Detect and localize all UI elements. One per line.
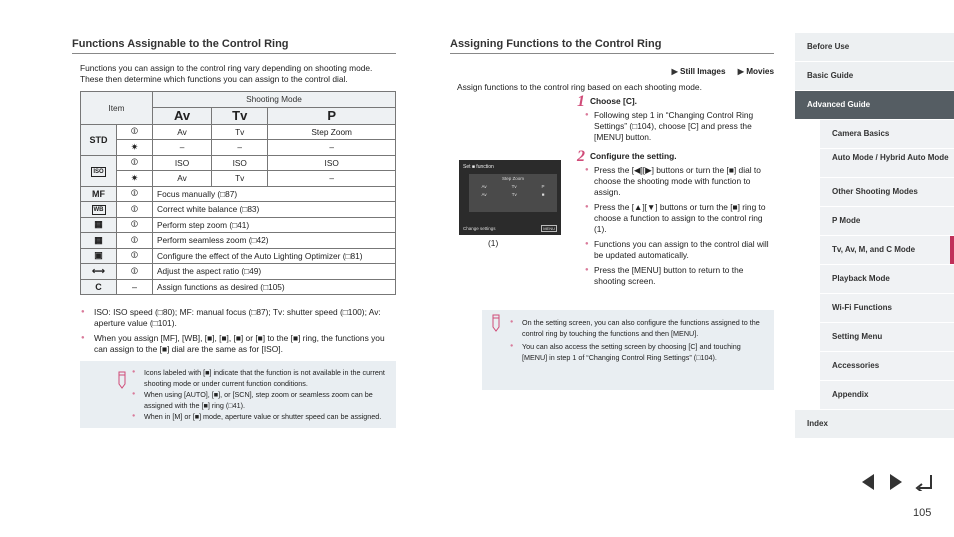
list-item: ● ISO: ISO speed (□80); MF: manual focus (□87); Tv: shutter speed (□100); Av: aperture value (□101). [80,307,396,329]
hint-box [80,361,396,428]
section-title-assigning-functions: Assigning Functions to the Control Ring [450,38,774,54]
table-row [81,217,396,233]
intro-text: Assign functions to the control ring based on each shooting mode. [457,82,702,92]
list-item: ● Functions you can assign to the control dial will be updated automatically. [585,239,775,261]
cell: Av [153,171,212,187]
std-icon: STD [81,124,117,155]
step-heading [577,93,775,110]
sidebar-item-auto-mode[interactable]: Auto Mode / Hybrid Auto Mode [820,149,954,177]
list-item: ● Press the [MENU] button to return to the shooting screen. [585,265,775,287]
table-row [81,124,396,140]
return-icon[interactable] [914,473,934,491]
control-ring-icon: ⦷ [117,186,153,202]
cell: ISO [153,155,212,171]
table-row [81,279,396,295]
table-row [81,140,396,156]
list-item: ● When in [M] or [■] mode, aperture value or shutter speed can be assigned. [132,411,388,422]
table-row [81,171,396,187]
pencil-icon [490,314,502,332]
pencil-icon [116,371,128,389]
cell: Adjust the aspect ratio (□49) [153,264,396,280]
list-item: ● Press the [▲][▼] buttons or turn the [■] ring to choose a function to assign to the control ring (1). [585,202,775,235]
mode-tv: Tv [212,107,268,124]
screen-mode: Tv [511,184,517,189]
cell: Correct white balance (□83) [153,202,396,218]
step-zoom-icon: ▦ [81,217,117,233]
table-notes [80,307,396,355]
control-ring-icon: ⦷ [117,217,153,233]
sidebar-item-before-use[interactable]: Before Use [795,33,954,61]
middle-column [450,38,774,92]
table-row [81,202,396,218]
list-item: ● When you assign [MF], [WB], [■], [■], [■] or [■] to the [■] ring, the functions you can assign to the [■] dial are the same as for [ISO]. [80,333,396,355]
mode-p: P [268,107,396,124]
cell: Perform seamless zoom (□42) [153,233,396,249]
sidebar-item-playback-mode[interactable]: Playback Mode [820,265,954,293]
list-item: ● On the setting screen, you can also configure the functions assigned to the control ring by touching the functions and then [MENU]. [510,317,766,339]
screen-change-settings: Change settings [463,226,496,231]
sidebar-item-basic-guide[interactable]: Basic Guide [795,62,954,90]
page-number: 105 [913,507,932,519]
list-item: ● When using [AUTO], [■], or [SCN], step zoom or seamless zoom can be assigned with the [■] ring (□41). [132,389,388,411]
mf-icon: MF [81,186,117,202]
table-row [81,155,396,171]
sidebar-item-appendix[interactable]: Appendix [820,381,954,409]
cell: ISO [268,155,396,171]
sidebar-item-tv-av-m-c-mode[interactable]: Tv, Av, M, and C Mode [820,236,954,264]
screen-value: Tv [511,192,517,197]
cell: – [212,140,268,156]
seamless-zoom-icon: ▦ [81,233,117,249]
cell: Av [153,124,212,140]
auto-lighting-optimizer-icon: ▣ [81,248,117,264]
intro-text: Functions you can assign to the control ring vary depending on shooting mode. These then determine which functions you can assign to the control dial. [80,63,373,84]
list-item: ● Press the [◀][▶] buttons or turn the [■] dial to choose the shooting mode with function to assign. [585,165,775,198]
sidebar-item-advanced-guide[interactable]: Advanced Guide [795,91,954,119]
control-ring-icon: ⦷ [117,233,153,249]
step-title: Configure the setting. [590,151,677,161]
mode-av: Av [153,107,212,124]
screen-mode: Av [481,184,487,189]
table-row [81,186,396,202]
cell: – [268,171,396,187]
cell: – [117,279,153,295]
cell: Perform step zoom (□41) [153,217,396,233]
triangle-icon: ▶ [737,67,744,76]
cell: ISO [212,155,268,171]
prev-page-icon[interactable] [858,473,878,491]
aspect-ratio-icon: ⟷ [81,264,117,280]
camera-screen-image [459,160,561,235]
cell: Step Zoom [268,124,396,140]
table-row [81,264,396,280]
screen-panel-title: Step Zoom [501,176,524,181]
triangle-icon: ▶ [671,67,678,76]
control-ring-icon: ⦷ [117,248,153,264]
step-heading [577,148,775,165]
screen-menu-button: MENU [543,226,555,231]
control-ring-icon: ⦷ [117,202,153,218]
screen-title: Set ■ function [463,164,494,170]
item-header: Item [81,92,153,125]
screen-mode: P [541,184,545,189]
control-dial-icon: ✷ [117,171,153,187]
cell: – [153,140,212,156]
table-row [81,248,396,264]
sidebar-item-index[interactable]: Index [795,410,954,438]
control-ring-icon: ⦷ [117,124,153,140]
sidebar-item-accessories[interactable]: Accessories [820,352,954,380]
list-item: ● Following step 1 in “Changing Control Ring Settings” (□104), choose [C] and press the [MENU] button. [585,110,775,143]
control-dial-icon: ✷ [117,140,153,156]
cell: Focus manually (□87) [153,186,396,202]
cell: – [268,140,396,156]
hint-box [482,310,774,390]
sidebar-nav [795,33,954,439]
cell: Assign functions as desired (□105) [153,279,396,295]
section-title-functions-assignable: Functions Assignable to the Control Ring [72,38,396,54]
screen-modes-row [469,184,557,189]
cell: Tv [212,171,268,187]
step-title: Choose [C]. [590,96,637,106]
left-column [72,38,396,428]
cell: Configure the effect of the Auto Lighting Optimizer (□81) [153,248,396,264]
control-ring-icon: ⦷ [117,264,153,280]
steps [577,93,775,295]
tag-still-images: Still Images [680,67,726,76]
screen-panel [469,174,557,212]
sidebar-item-p-mode[interactable]: P Mode [820,207,954,235]
iso-icon: ISO [81,155,117,186]
list-item: ● Icons labeled with [■] indicate that the function is not available in the current shooting mode or under current function conditions. [132,367,388,389]
shooting-mode-header: Shooting Mode [153,92,396,108]
cell: Tv [212,124,268,140]
sidebar-item-other-shooting-modes[interactable]: Other Shooting Modes [820,178,954,206]
control-ring-icon: ⦷ [117,155,153,171]
screen-value: ■ [541,192,545,197]
media-tags [450,67,774,76]
list-item: ● You can also access the setting screen by choosing [C] and touching [MENU] in step 1 of “Changing Control Ring Settings” (□104). [510,341,766,363]
sidebar-item-wifi-functions[interactable]: Wi-Fi Functions [820,294,954,322]
screen-callout-label: (1) [488,238,499,248]
step-number: 2 [577,148,585,165]
functions-table [80,91,396,295]
custom-c-icon: C [81,279,117,295]
sidebar-item-camera-basics[interactable]: Camera Basics [820,120,954,148]
next-page-icon[interactable] [886,473,906,491]
table-row [81,233,396,249]
sidebar-item-setting-menu[interactable]: Setting Menu [820,323,954,351]
white-balance-icon: WB [81,202,117,218]
page-navigation [858,473,934,491]
screen-values-row [469,192,557,197]
step-number: 1 [577,93,585,110]
tag-movies: Movies [746,67,774,76]
screen-value: Av [481,192,487,197]
